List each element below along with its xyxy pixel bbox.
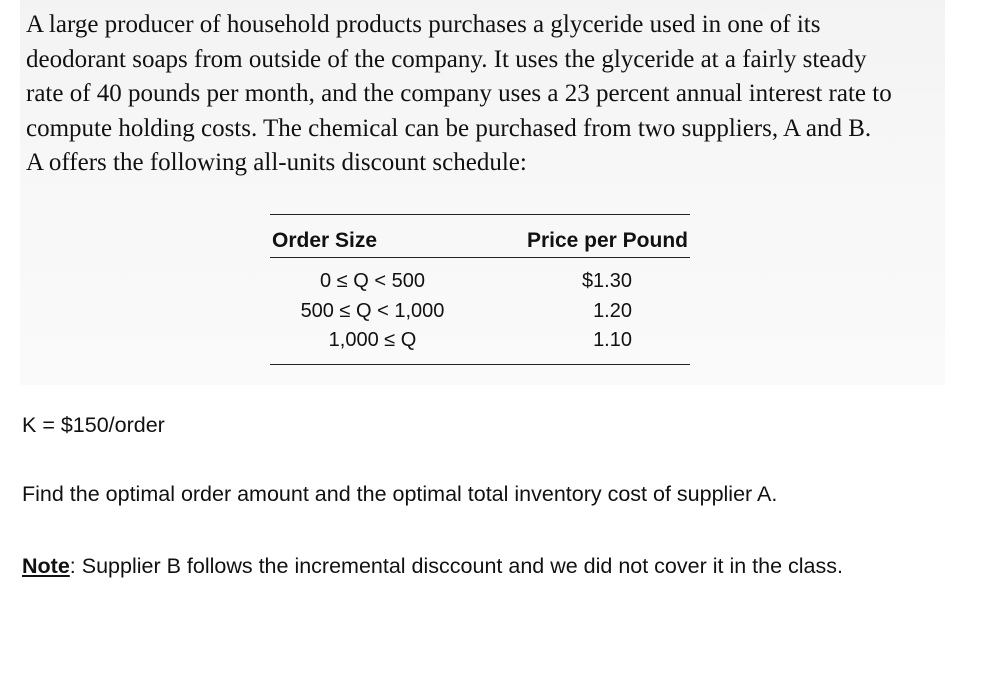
problem-paragraph bbox=[26, 8, 938, 181]
price-per-pound-header: Price per Pound bbox=[526, 229, 688, 252]
price-cell: 1.20 bbox=[593, 299, 632, 322]
setup-cost-line: K = $150/order bbox=[22, 413, 165, 437]
note-body: : Supplier B follows the incremental disccount and we did not cover it in the class. bbox=[69, 554, 843, 578]
price-cell: 1.10 bbox=[593, 329, 632, 351]
order-size-cell: 1,000 ≤ Q bbox=[328, 329, 417, 351]
price-cell: $1.30 bbox=[581, 270, 632, 292]
order-size-cell: 0 ≤ Q < 500 bbox=[320, 270, 425, 292]
table-row bbox=[270, 329, 690, 359]
problem-line: A offers the following all-units discount schedule: bbox=[26, 149, 527, 176]
note-label: Note bbox=[22, 554, 70, 578]
discount-schedule-table bbox=[270, 214, 690, 365]
order-size-header: Order Size bbox=[272, 229, 378, 252]
order-size-cell: 500 ≤ Q < 1,000 bbox=[300, 299, 445, 322]
table-row bbox=[270, 270, 690, 300]
table-body bbox=[270, 258, 690, 364]
problem-line: compute holding costs. The chemical can be purchased from two suppliers, A and B. bbox=[26, 114, 872, 142]
table-header-row bbox=[270, 215, 690, 257]
table-row bbox=[270, 300, 690, 330]
note-text bbox=[22, 549, 952, 583]
problem-line: deodorant soaps from outside of the company. It uses the glyceride at a fairly steady bbox=[26, 45, 867, 73]
problem-line: A large producer of household products purchases a glyceride used in one of its bbox=[26, 11, 821, 38]
question-text: Find the optimal order amount and the optimal total inventory cost of supplier A. bbox=[22, 482, 778, 506]
table-bottom-rule bbox=[270, 364, 690, 365]
problem-line: rate of 40 pounds per month, and the company uses a 23 percent annual interest rate to bbox=[26, 80, 892, 107]
scanned-textbook-excerpt bbox=[20, 0, 945, 385]
